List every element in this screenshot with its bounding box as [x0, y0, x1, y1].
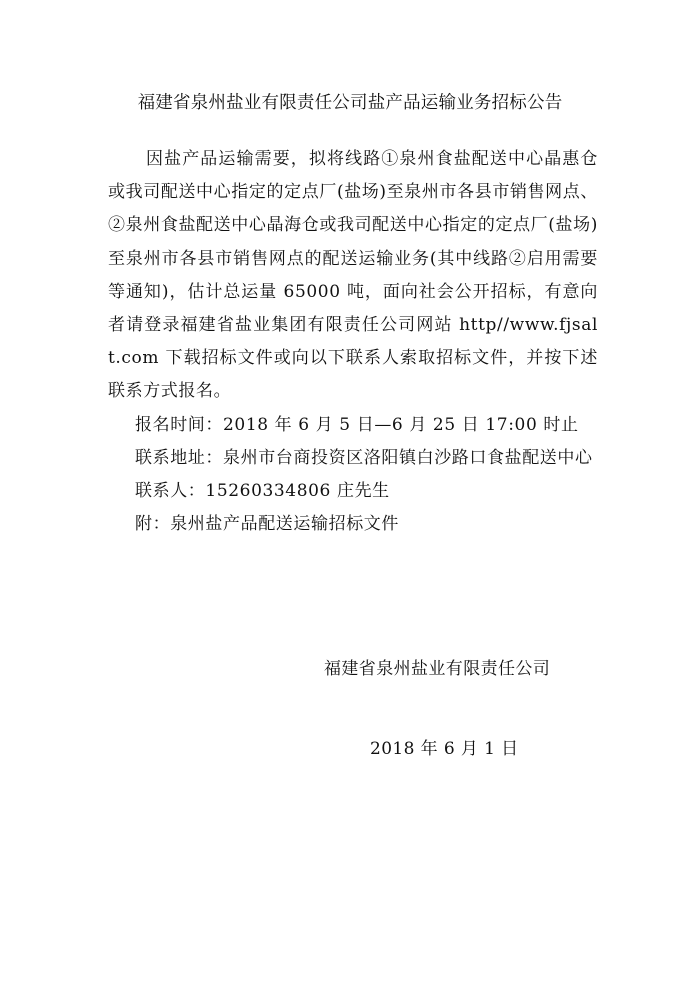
signature-company: 福建省泉州盐业有限责任公司 — [324, 659, 551, 679]
signature-date: 2018 年 6 月 1 日 — [370, 739, 519, 759]
main-paragraph: 因盐产品运输需要，拟将线路①泉州食盐配送中心晶惠仓或我司配送中心指定的定点厂(盐场)至泉州市各县市销售网点、②泉州食盐配送中心晶海仓或我司配送中心指定的定点厂(盐场) 至泉州市各县市销售网点的配送运输业务(其中线路②启用需要等通知)，估计总运量 65000 吨，面向社会公开招标，有意向者请登录福建省盐业集团有限责任公司网站 http//www.fjsalt.com 下载招标文件或向以下联系人索取招标文件，并按下述联系方式报名。 — [108, 149, 616, 402]
contact-person: 联系人：15260334806 庄先生 — [135, 481, 390, 502]
document-title: 福建省泉州盐业有限责任公司盐产品运输业务招标公告 — [137, 93, 563, 113]
attachment-note: 附：泉州盐产品配送运输招标文件 — [135, 514, 399, 535]
registration-time: 报名时间：2018 年 6 月 5 日—6 月 25 日 17:00 时止 — [135, 414, 579, 435]
contact-address: 联系地址：泉州市台商投资区洛阳镇白沙路口食盐配送中心 — [135, 447, 593, 468]
document-body — [108, 143, 616, 541]
